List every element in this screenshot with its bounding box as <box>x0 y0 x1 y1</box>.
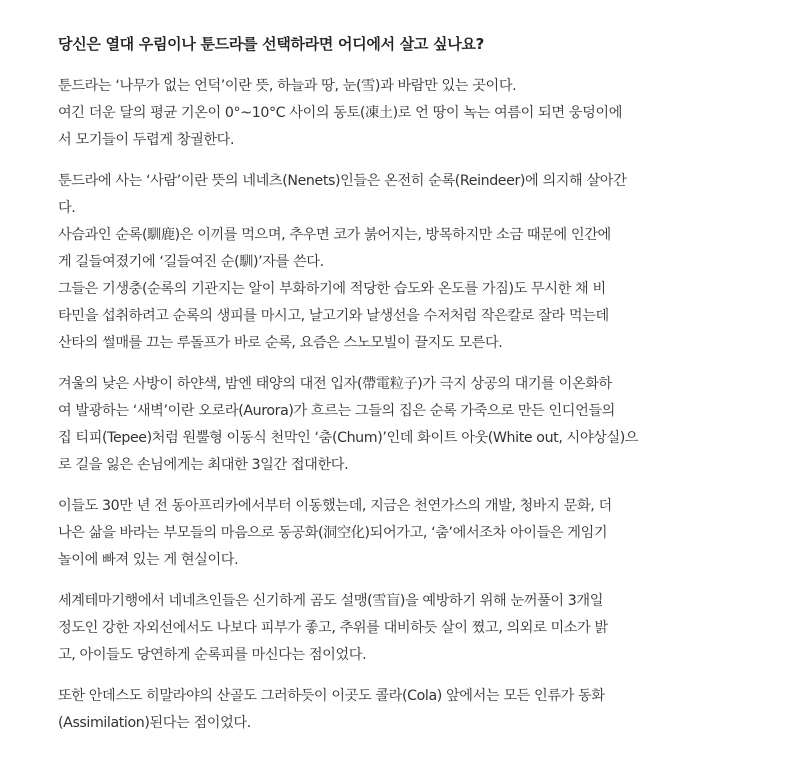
text-line: 로 길을 잃은 손님에게는 최대한 3일간 접대한다. <box>58 457 349 473</box>
text-line: 사슴과인 순록(馴鹿)은 이끼를 먹으며, 추우면 코가 붉어지는, 방목하지만 소금 때문에 인간에 <box>58 227 611 243</box>
text-line: 여긴 더운 달의 평균 기온이 0°~10°C 사이의 동토(凍土)로 언 땅이 녹는 여름이 되면 웅덩이에 <box>58 105 622 121</box>
text-line: 집 티피(Tepee)처럼 원뿔형 이동식 천막인 ‘춤(Chum)’인데 화이트 아웃(White out, 시야상실)으 <box>58 430 639 446</box>
text-line: 정도인 강한 자외선에서도 나보다 피부가 좋고, 추위를 대비하듯 살이 쪘고, 의외로 미소가 밝 <box>58 620 608 636</box>
article-title: 당신은 열대 우림이나 툰드라를 선택하라면 어디에서 살고 싶나요? <box>58 35 484 53</box>
text-line: 여 발광하는 ‘새벽’이란 오로라(Aurora)가 흐르는 그들의 집은 순록 가죽으로 만든 인디언들의 <box>58 403 615 419</box>
text-line: 타민을 섭취하려고 순록의 생피를 마시고, 날고기와 날생선을 수저처럼 작은칼로 잘라 먹는데 <box>58 308 609 324</box>
text-line: 산타의 썰매를 끄는 루돌프가 바로 순록, 요즘은 스노모빌이 끌지도 모른다. <box>58 335 503 351</box>
text-line: 또한 안데스도 히말라야의 산골도 그러하듯이 이곳도 콜라(Cola) 앞에서는 모든 인류가 동화 <box>58 688 605 704</box>
text-line: 게 길들여졌기에 ‘길들여진 순(馴)’자를 쓴다. <box>58 254 324 270</box>
article-body <box>58 0 733 737</box>
text-line: 툰드라는 ‘나무가 없는 언덕’이란 뜻, 하늘과 땅, 눈(雪)과 바람만 있는 곳이다. <box>58 78 517 94</box>
paragraph-tundra-definition <box>58 73 733 154</box>
text-line: 세계테마기행에서 네네츠인들은 신기하게 곰도 설맹(雪盲)을 예방하기 위해 눈꺼풀이 3개일 <box>58 593 604 609</box>
text-line: 나은 삶을 바라는 부모들의 마음으로 동공화(洞空化)되어가고, ‘춤’에서조차 아이들은 게임기 <box>58 525 608 541</box>
paragraph-cola-assimilation <box>58 683 733 737</box>
text-line: 겨울의 낮은 사방이 하얀색, 밤엔 태양의 대전 입자(帶電粒子)가 극지 상공의 대기를 이온화하 <box>58 376 612 392</box>
paragraph-aurora-chum <box>58 371 733 479</box>
text-line: 이들도 30만 년 전 동아프리카에서부터 이동했는데, 지금은 천연가스의 개발, 청바지 문화, 더 <box>58 498 612 514</box>
paragraph-world-theme-travel <box>58 588 733 669</box>
paragraph-migration <box>58 493 733 574</box>
text-line: 고, 아이들도 당연하게 순록피를 마신다는 점이었다. <box>58 647 367 663</box>
text-line: 다. <box>58 200 76 216</box>
text-line: 툰드라에 사는 ‘사람’이란 뜻의 네네츠(Nenets)인들은 온전히 순록(Reindeer)에 의지해 살아간 <box>58 173 627 189</box>
text-line: 그들은 기생충(순록의 기관지는 알이 부화하기에 적당한 습도와 온도를 가짐)도 무시한 채 비 <box>58 281 606 297</box>
paragraph-nenets-reindeer <box>58 168 733 357</box>
text-line: (Assimilation)된다는 점이었다. <box>58 715 251 731</box>
text-line: 놀이에 빠져 있는 게 현실이다. <box>58 552 239 568</box>
text-line: 서 모기들이 두렵게 창궐한다. <box>58 132 235 148</box>
